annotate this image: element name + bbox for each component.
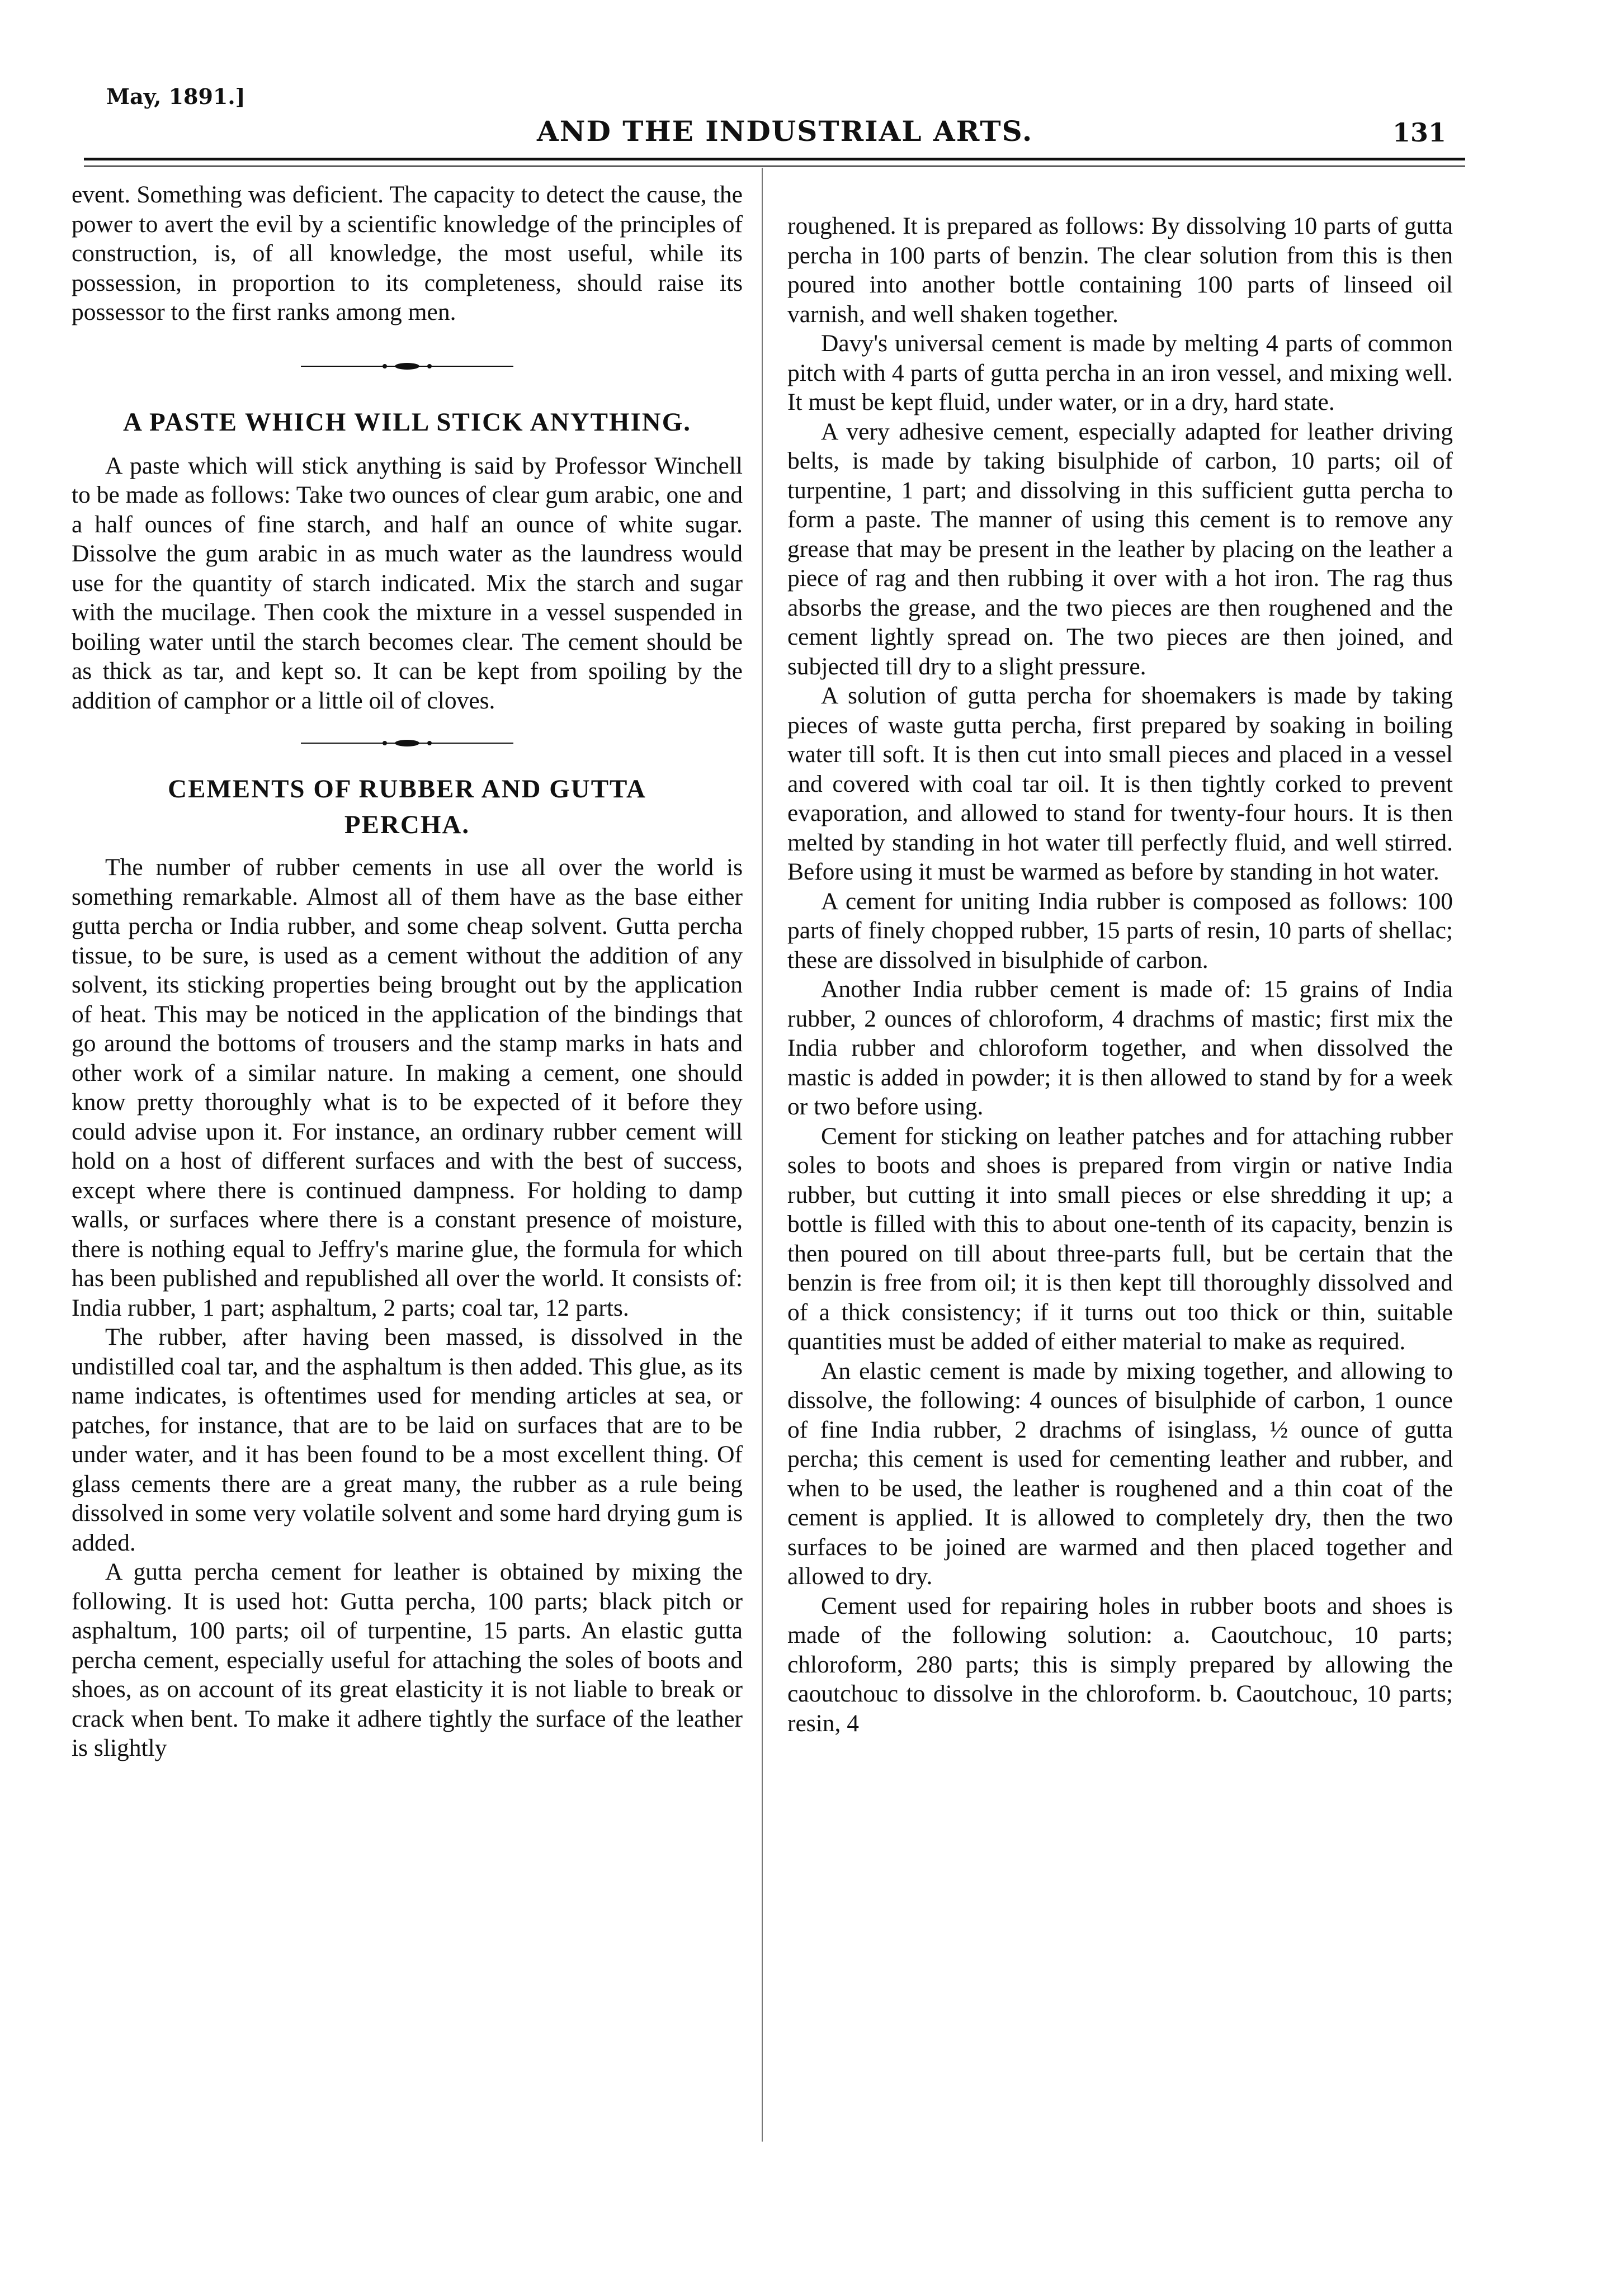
article-title-cements-line1: CEMENTS OF RUBBER AND GUTTA (168, 774, 646, 804)
left-column (72, 180, 743, 1763)
cements-paragraph: The rubber, after having been massed, is dissolved in the undistilled coal tar, and the asphaltum is then added. This glue, as its name indicates, is oftentimes used for mending articles at sea, or patches, for instance, that are to be laid on surfaces that are to be under water, and it has been found to be a most excellent thing. Of glass cements there are a great many, the rubber as a rule being dissolved in some very volatile solvent and some hard drying gum is added. (72, 1324, 743, 1556)
right-paragraph: Davy's universal cement is made by melting 4 parts of common pitch with 4 parts of gutta percha in an iron vessel, and mixing well. It must be kept fluid, under water, or in a dry, hard state. (787, 330, 1453, 415)
right-paragraph: Cement for sticking on leather patches and for attaching rubber soles to boots and shoes is prepared from virgin or native India rubber, but cutting it into small pieces or else shredding it up; a bottle is filled with this to about one-tenth of its capacity, benzin is then poured on till about three-parts full, but be certain that the benzin is free from oil; it is then kept till thoroughly dissolved and of a thick consistency; if it turns out too thick or thin, suitable quantities must be added of either material to make as required. (787, 1122, 1453, 1355)
right-paragraph: Cement used for repairing holes in rubber boots and shoes is made of the following solution: a. Caoutchouc, 10 parts; chloroform, 280 parts; this is simply prepared by allowing the caoutchouc to dissolve in the chloroform. b. Caoutchouc, 10 parts; resin, 4 (787, 1592, 1453, 1737)
column-divider (762, 168, 763, 2142)
running-title: AND THE INDUSTRIAL ARTS. (537, 115, 1033, 148)
header-rule-thin (84, 166, 1465, 167)
right-paragraph: A solution of gutta percha for shoemakers is made by taking pieces of waste gutta percha, first prepared by soaking in boiling water till soft. It is then cut into small pieces and placed in a vessel and covered with coal tar oil. It is then tightly corked to prevent evaporation, and allowed to stand for twenty-four hours. It is then melted by standing in hot water till perfectly fluid, and well stirred. Before using it must be warmed as before by standing in hot water. (787, 682, 1453, 885)
right-paragraph: Another India rubber cement is made of: 15 grains of India rubber, 2 ounces of chloroform, 4 drachms of mastic; first mix the India rubber and chloroform together, and when dissolved the mastic is added in powder; it is then allowed to stand by for a week or two before using. (787, 976, 1453, 1120)
article-title-paste: A PASTE WHICH WILL STICK ANYTHING. (122, 407, 692, 437)
header-rule (84, 158, 1465, 160)
intro-paragraph: event. Something was deficient. The capacity to detect the cause, the power to avert the evil by a scientific knowledge of the principles of construction, is, of all knowledge, the most useful, while its possession, in proportion to its completeness, should raise its possessor to the first ranks among men. (72, 181, 743, 325)
issue-date: May, 1891.] (106, 84, 246, 109)
right-paragraph: roughened. It is prepared as follows: By dissolving 10 parts of gutta percha in 100 parts of benzin. The clear solution from this is then poured into another bottle containing 100 parts of linseed oil varnish, and well shaken together. (787, 212, 1453, 328)
cements-paragraph: A gutta percha cement for leather is obtained by mixing the following. It is used hot: Gutta percha, 100 parts; black pitch or asphaltum, 100 parts; oil of turpentine, 15 parts. An elastic gutta percha cement, especially useful for attaching the soles of boots and shoes, as on account of its great elasticity it is not liable to break or crack when bent. To make it adhere tightly the surface of the leather is slightly (72, 1558, 743, 1761)
page-number: 131 (1392, 117, 1447, 148)
right-paragraph: An elastic cement is made by mixing together, and allowing to dissolve, the following: 4 ounces of bisulphide of carbon, 1 ounce of fine India rubber, 2 drachms of isinglass, ½ ounce of gutta percha; this cement is used for cementing leather and rubber, and when to be used, the leather is roughened and a thin coat of the cement is applied. It is allowed to completely dry, then the two surfaces to be joined are warmed and then placed together and allowed to dry. (787, 1357, 1453, 1590)
cements-paragraph: The number of rubber cements in use all over the world is something remarkable. Almost all of them have as the base either gutta percha or India rubber, and some cheap solvent. Gutta percha tissue, to be sure, is used as a cement without the addition of any solvent, its sticking properties being brought out by the application of heat. This may be noticed in the application of the bindings that go around the bottoms of trousers and the stamp marks in hats and other work of a similar nature. In making a cement, one should know pretty thoroughly what is to be expected of it before they could advise upon it. For instance, an ordinary rubber cement will hold on a host of different surfaces and with the best of success, except where there is continued dampness. For holding to damp walls, or surfaces where there is a constant presence of moisture, there is nothing equal to Jeffry's marine glue, the formula for which has been published and republished all over the world. It consists of: India rubber, 1 part; asphaltum, 2 parts; coal tar, 12 parts. (72, 854, 743, 1321)
right-column (787, 211, 1453, 1738)
right-paragraph: A very adhesive cement, especially adapted for leather driving belts, is made by taking bisulphide of carbon, 10 parts; oil of turpentine, 1 part; and dissolving in this sufficient gutta percha to form a paste. The manner of using this cement is to remove any grease that may be present in the leather by placing on the leather a piece of rag and then rubbing it over with a hot iron. The rag thus absorbs the grease, and the two pieces are then roughened and the cement lightly spread on. The two pieces are then joined, and subjected till dry to a slight pressure. (787, 418, 1453, 680)
paste-paragraph: A paste which will stick anything is said by Professor Winchell to be made as follows: Take two ounces of clear gum arabic, one and a half ounces of fine starch, and half an ounce of white sugar. Dissolve the gum arabic in as much water as the laundress would use for the quantity of starch indicated. Mix the starch and sugar with the mucilage. Then cook the mixture in a vessel suspended in boiling water until the starch becomes clear. The cement should be as thick as tar, and kept so. It can be kept from spoiling by the addition of camphor or a little oil of cloves. (72, 452, 743, 714)
section-divider-ornament (301, 738, 513, 749)
section-divider-ornament (301, 361, 513, 372)
article-title-cements-line2: PERCHA. (344, 810, 470, 839)
right-paragraph: A cement for uniting India rubber is composed as follows: 100 parts of finely chopped rubber, 15 parts of resin, 10 parts of shellac; these are dissolved in bisulphide of carbon. (787, 887, 1453, 973)
